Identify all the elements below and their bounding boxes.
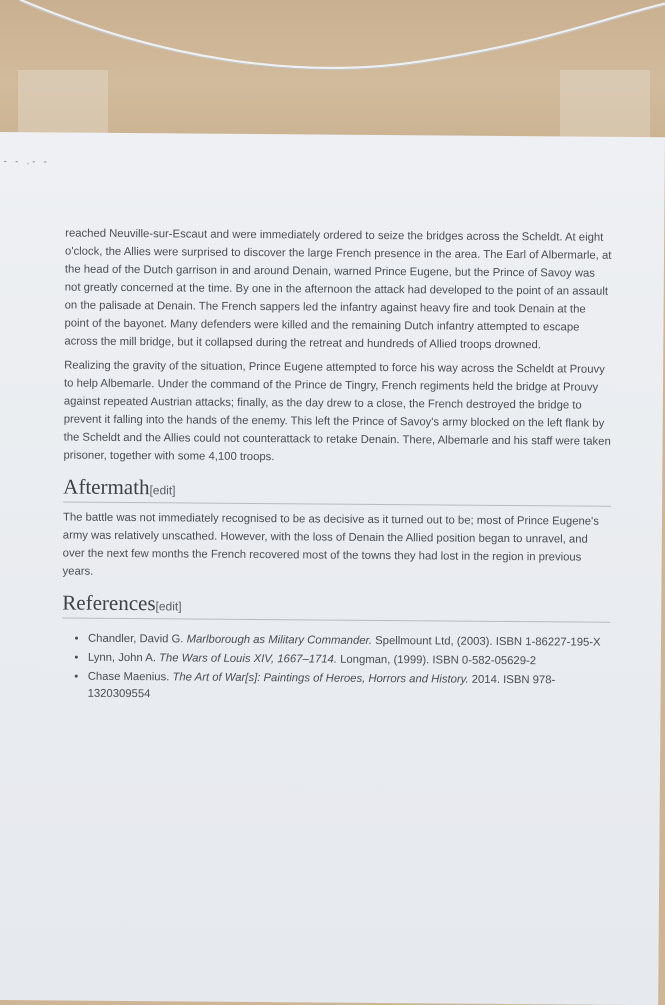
reference-author: Chandler, David G. [87, 632, 184, 646]
intro-paragraph-2: Realizing the gravity of the situation, Prince Eugene attempted to force his way across the Scheldt at Prouvy to help Albemarle. Under the command of the Prince de Tingry, French regiments held the bridge at Prouvy against repeated Austrian attacks; finally, as the day drew to a close, the French destroyed the bridge to prevent it falling into the hands of the enemy. This left the Prince of Savoy's army blocked on the left flank by the Scheldt and the Allies could not counterattack to retake Denain. There, Albemarle and his staff were taken prisoner, together with some 4,100 troops. [63, 359, 611, 464]
aftermath-heading [63, 475, 611, 507]
reference-item [88, 631, 610, 652]
references-heading [62, 591, 610, 623]
intro-paragraph-1: reached Neuville-sur-Escaut and were immediately ordered to seize the bridges across the Scheldt. At eight o'clock, the Allies were surprised to discover the large French presence in the area. The Earl of Albermarle, at the head of the Dutch garrison in and around Denain, warned Prince Eugene, but the Prince of Savoy was not greatly concerned at the time. By one in the afternoon the attack had developed to the point of an assault on the palisade at Denain. The French sappers led the infantry against heavy fire and took Denain at the point of the bayonet. Many defenders were killed and the remaining Dutch infantry attempted to escape across the mill bridge, but it collapsed during the retreat and hundreds of Allied troops drowned. [64, 227, 612, 352]
aftermath-heading-text: Aftermath [63, 474, 150, 500]
reference-title: The Art of War[s]: Paintings of Heroes, Horrors and History. [172, 671, 469, 686]
reference-author: Chase Maenius. [87, 670, 170, 684]
aftermath-edit-link[interactable]: [edit] [149, 483, 176, 498]
references-edit-link[interactable]: [edit] [155, 599, 182, 614]
aftermath-paragraph: The battle was not immediately recognised to be as decisive as it turned out to be; most of Prince Eugene's army was relatively unscathed. However, with the loss of Denain the Allied position began to unravel, and over the next few months the French recovered most of the towns they had lost in the region in previous years. [62, 511, 599, 578]
reference-author: Lynn, John A. [87, 651, 156, 665]
page-corner-marks: - - .- - [3, 156, 50, 167]
reference-title: The Wars of Louis XIV, 1667–1714. [159, 652, 338, 666]
reference-item [88, 669, 610, 707]
reference-title: Marlborough as Military Commander. [186, 633, 373, 647]
printed-page [0, 132, 665, 1005]
reference-item [88, 650, 610, 671]
references-list [62, 631, 611, 707]
reference-details: Spellmount Ltd, (2003). ISBN 1-86227-195-X [375, 634, 601, 649]
article-body [62, 225, 614, 709]
references-heading-text: References [62, 590, 156, 616]
reference-details: Longman, (1999). ISBN 0-582-05629-2 [340, 653, 537, 668]
reference-details: 2014. ISBN 978-1320309554 [87, 673, 556, 701]
hanging-wire [0, 0, 665, 90]
